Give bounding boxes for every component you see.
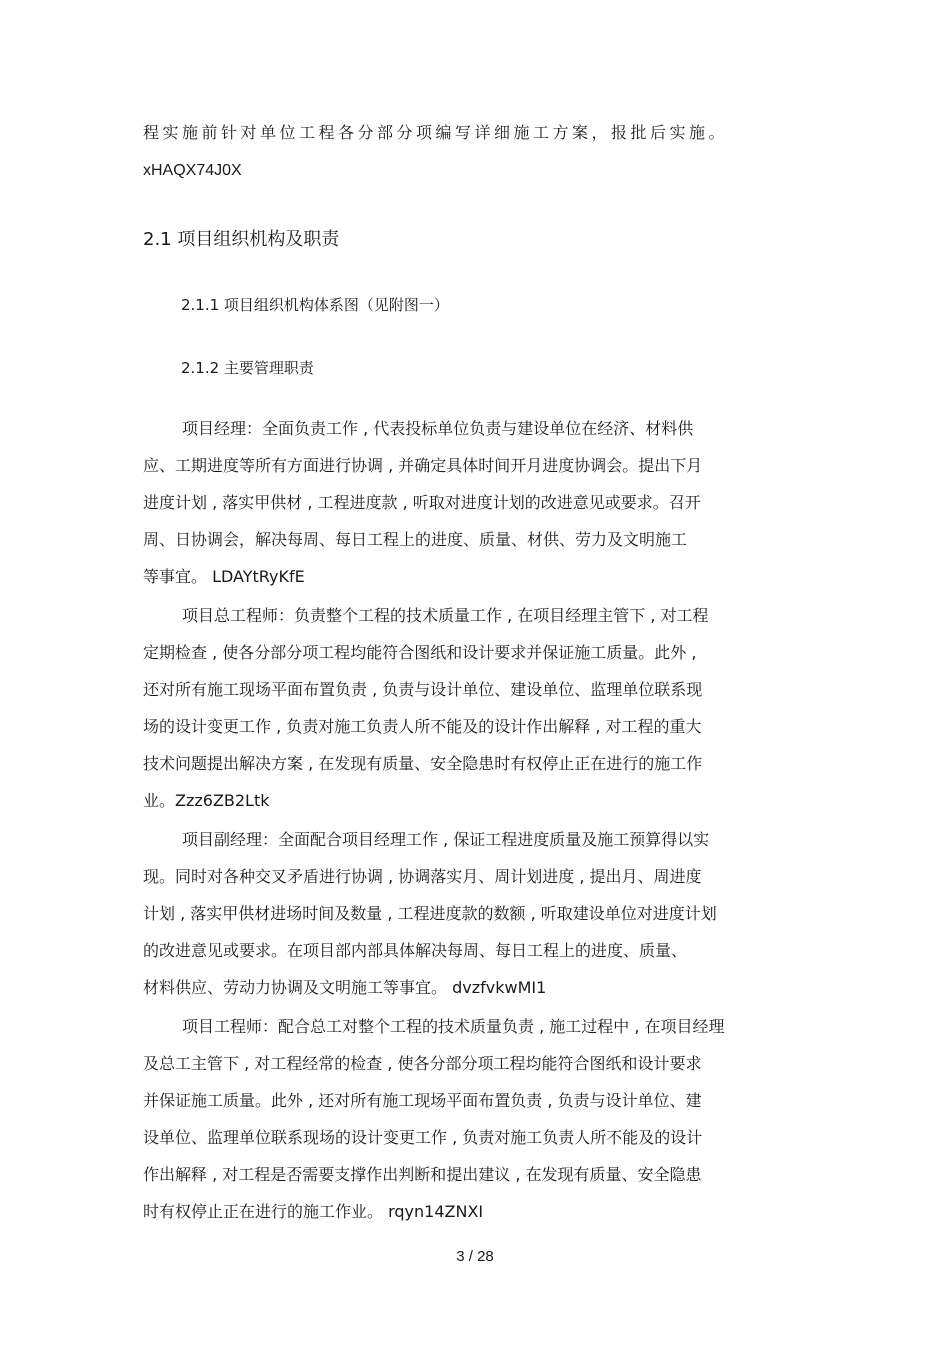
paragraph-line: 进度计划 , 落实甲供材 , 工程进度款 , 听取对进度计划的改进意见或要求。召开 — [143, 493, 701, 512]
paragraph-line: 的改进意见或要求。在项目部内部具体解决每周、每日工程上的进度、质量、 — [143, 941, 688, 960]
paragraph-line: 并保证施工质量。此外 , 还对所有施工现场平面布置负责 , 负责与设计单位、建 — [143, 1091, 702, 1110]
section-heading: 2.1 项目组织机构及职责 — [143, 229, 340, 250]
paragraph-line: 计划 , 落实甲供材进场时间及数量 , 工程进度款的数额 , 听取建设单位对进度计划 — [143, 904, 717, 923]
paragraph-line: 作出解释 , 对工程是否需要支撑作出判断和提出建议 , 在发现有质量、安全隐患 — [143, 1165, 702, 1184]
paragraph-line: 及总工主管下 , 对工程经常的检查 , 使各分部分项工程均能符合图纸和设计要求 — [143, 1054, 702, 1073]
paragraph-line: 技术问题提出解决方案 , 在发现有质量、安全隐患时有权停止正在进行的施工作 — [143, 754, 703, 773]
page-number: 3 / 28 — [456, 1248, 494, 1265]
intro-code: xHAQX74J0X — [143, 162, 242, 179]
paragraph-line: 应、工期进度等所有方面进行协调 , 并确定具体时间开月进度协调会。提出下月 — [143, 456, 703, 475]
subsection-heading-2: 2.1.2 主要管理职责 — [181, 359, 314, 377]
paragraph-line: 业。Zzz6ZB2Ltk — [143, 791, 270, 810]
paragraph-line: 场的设计变更工作 , 负责对施工负责人所不能及的设计作出解释 , 对工程的重大 — [143, 717, 702, 736]
paragraph-line: 项目总工程师：负责整个工程的技术质量工作 , 在项目经理主管下 , 对工程 — [182, 606, 709, 625]
intro-line: 程实施前针对单位工程各分部分项编写详细施工方案，报批后实施。 — [143, 123, 729, 142]
paragraph-line: 时有权停止正在进行的施工作业。 rqyn14ZNXI — [143, 1202, 484, 1221]
paragraph-line: 材料供应、劳动力协调及文明施工等事宜。 dvzfvkwMI1 — [143, 978, 547, 997]
subsection-heading-1: 2.1.1 项目组织机构体系图（见附图一） — [181, 296, 449, 314]
paragraph-line: 还对所有施工现场平面布置负责 , 负责与设计单位、建设单位、监理单位联系现 — [143, 680, 703, 699]
paragraph-line: 项目工程师：配合总工对整个工程的技术质量负责 , 施工过程中 , 在项目经理 — [182, 1017, 725, 1036]
paragraph-line: 设单位、监理单位联系现场的设计变更工作 , 负责对施工负责人所不能及的设计 — [143, 1128, 703, 1147]
paragraph-line: 等事宜。 LDAYtRyKfE — [143, 567, 305, 586]
paragraph-line: 项目副经理：全面配合项目经理工作 , 保证工程进度质量及施工预算得以实 — [182, 830, 710, 849]
paragraph-line: 项目经理：全面负责工作 , 代表投标单位负责与建设单位在经济、材料供 — [182, 419, 694, 438]
paragraph-line: 周、日协调会，解决每周、每日工程上的进度、质量、材供、劳力及文明施工 — [143, 530, 688, 549]
paragraph-line: 现。同时对各种交叉矛盾进行协调 , 协调落实月、周计划进度 , 提出月、周进度 — [143, 867, 702, 886]
paragraph-line: 定期检查 , 使各分部分项工程均能符合图纸和设计要求并保证施工质量。此外 , — [143, 643, 697, 662]
